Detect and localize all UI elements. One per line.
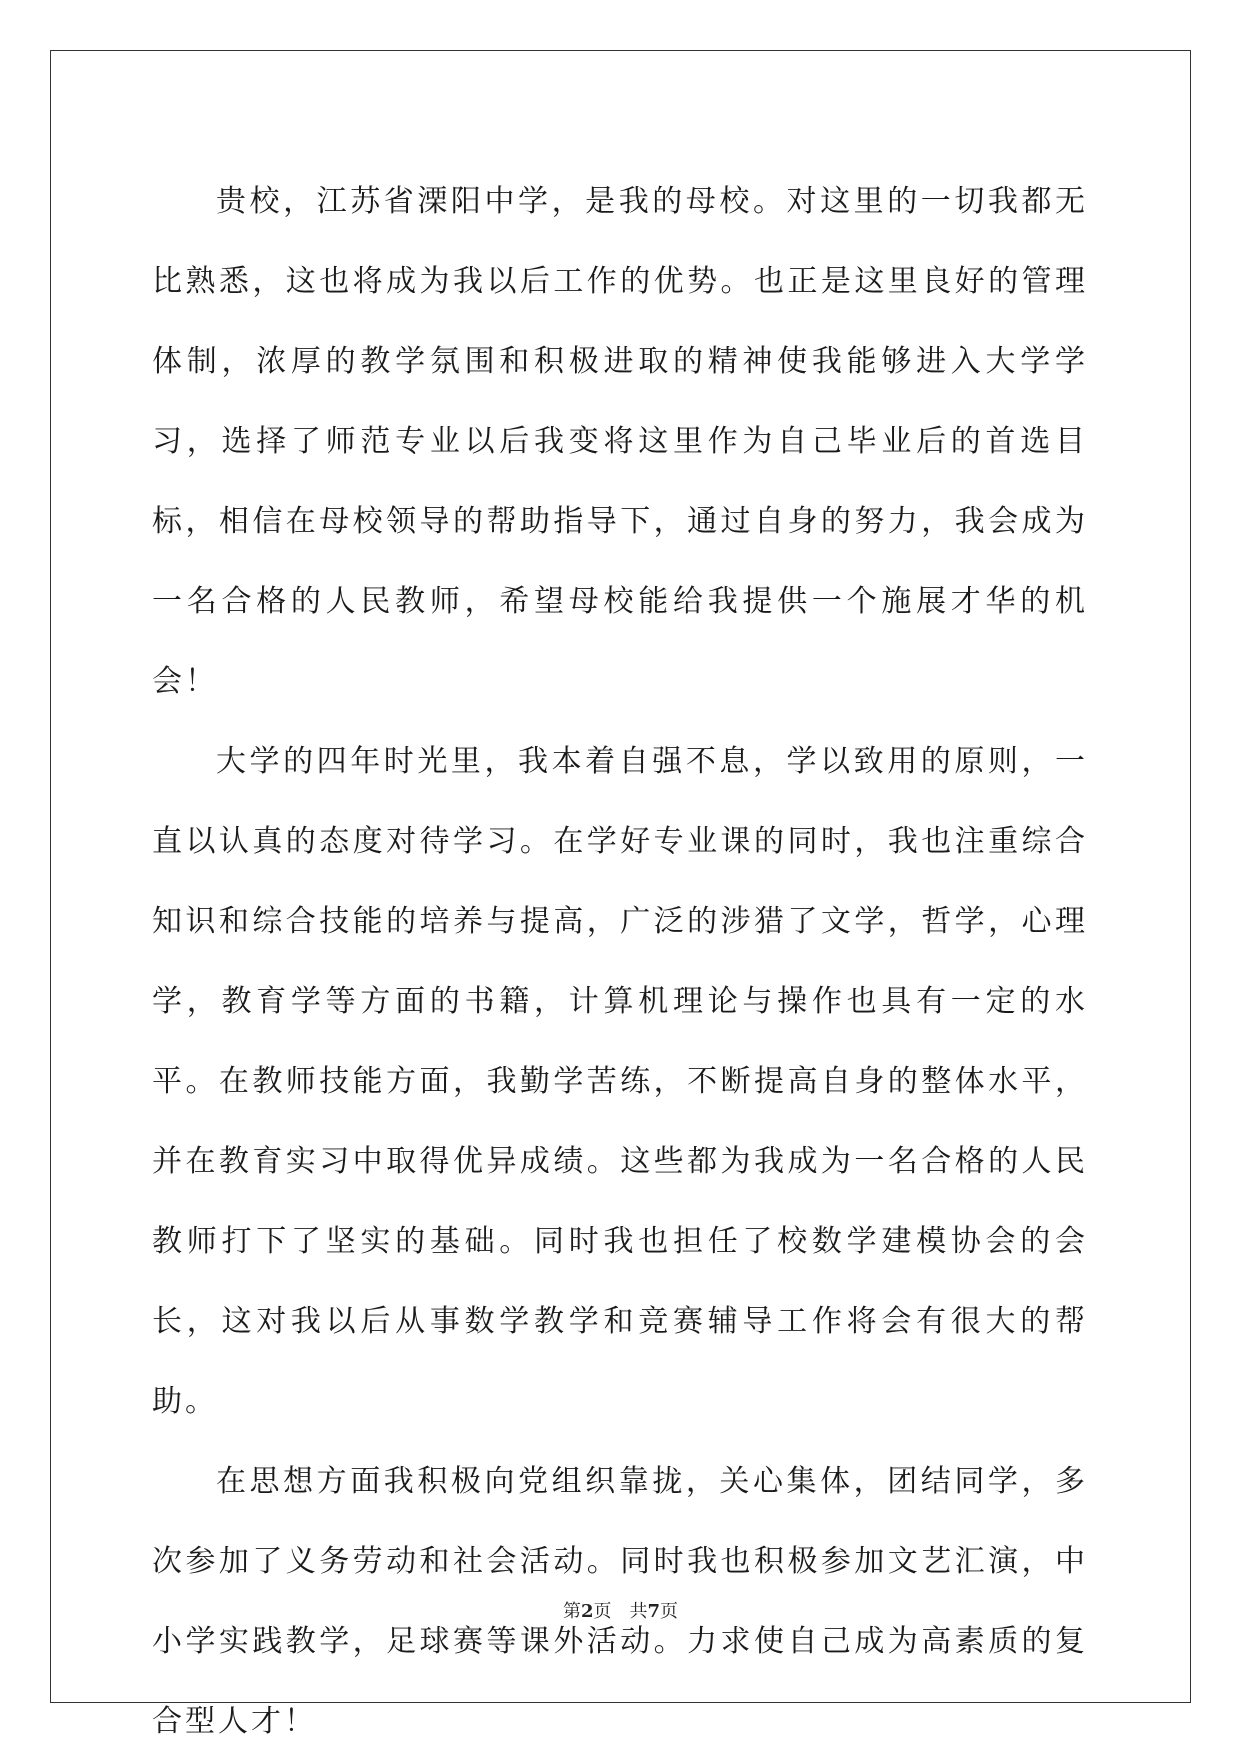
current-page-number: 2 — [580, 1601, 594, 1622]
total-page-number: 7 — [647, 1601, 661, 1622]
page-prefix: 第 — [562, 1601, 581, 1622]
paragraph-1: 贵校，江苏省溧阳中学，是我的母校。对这里的一切我都无比熟悉，这也将成为我以后工作的优势。也正是这里良好的管理体制，浓厚的教学氛围和积极进取的精神使我能够进入大学学习，选择了师范专业以后我变将这里作为自己毕业后的首选目标，相信在母校领导的帮助指导下，通过自身的努力，我会成为一名合格的人民教师，希望母校能给我提供一个施展才华的机会！ — [152, 184, 1088, 699]
page-mid-text: 页 共 — [593, 1601, 648, 1622]
page-suffix: 页 — [660, 1601, 679, 1622]
document-body — [152, 162, 1088, 1762]
paragraph-3: 在思想方面我积极向党组织靠拢，关心集体，团结同学，多次参加了义务劳动和社会活动。同时我也积极参加文艺汇演，中小学实践教学，足球赛等课外活动。力求使自己成为高素质的复合型人才！ — [152, 1464, 1088, 1739]
paragraph-2: 大学的四年时光里，我本着自强不息，学以致用的原则，一直以认真的态度对待学习。在学好专业课的同时，我也注重综合知识和综合技能的培养与提高，广泛的涉猎了文学，哲学，心理学，教育学等方面的书籍，计算机理论与操作也具有一定的水平。在教师技能方面，我勤学苦练，不断提高自身的整体水平，并在教育实习中取得优异成绩。这些都为我成为一名合格的人民教师打下了坚实的基础。同时我也担任了校数学建模协会的会长，这对我以后从事数学教学和竞赛辅导工作将会有很大的帮助。 — [152, 744, 1088, 1419]
page-number-footer — [0, 1597, 1241, 1623]
